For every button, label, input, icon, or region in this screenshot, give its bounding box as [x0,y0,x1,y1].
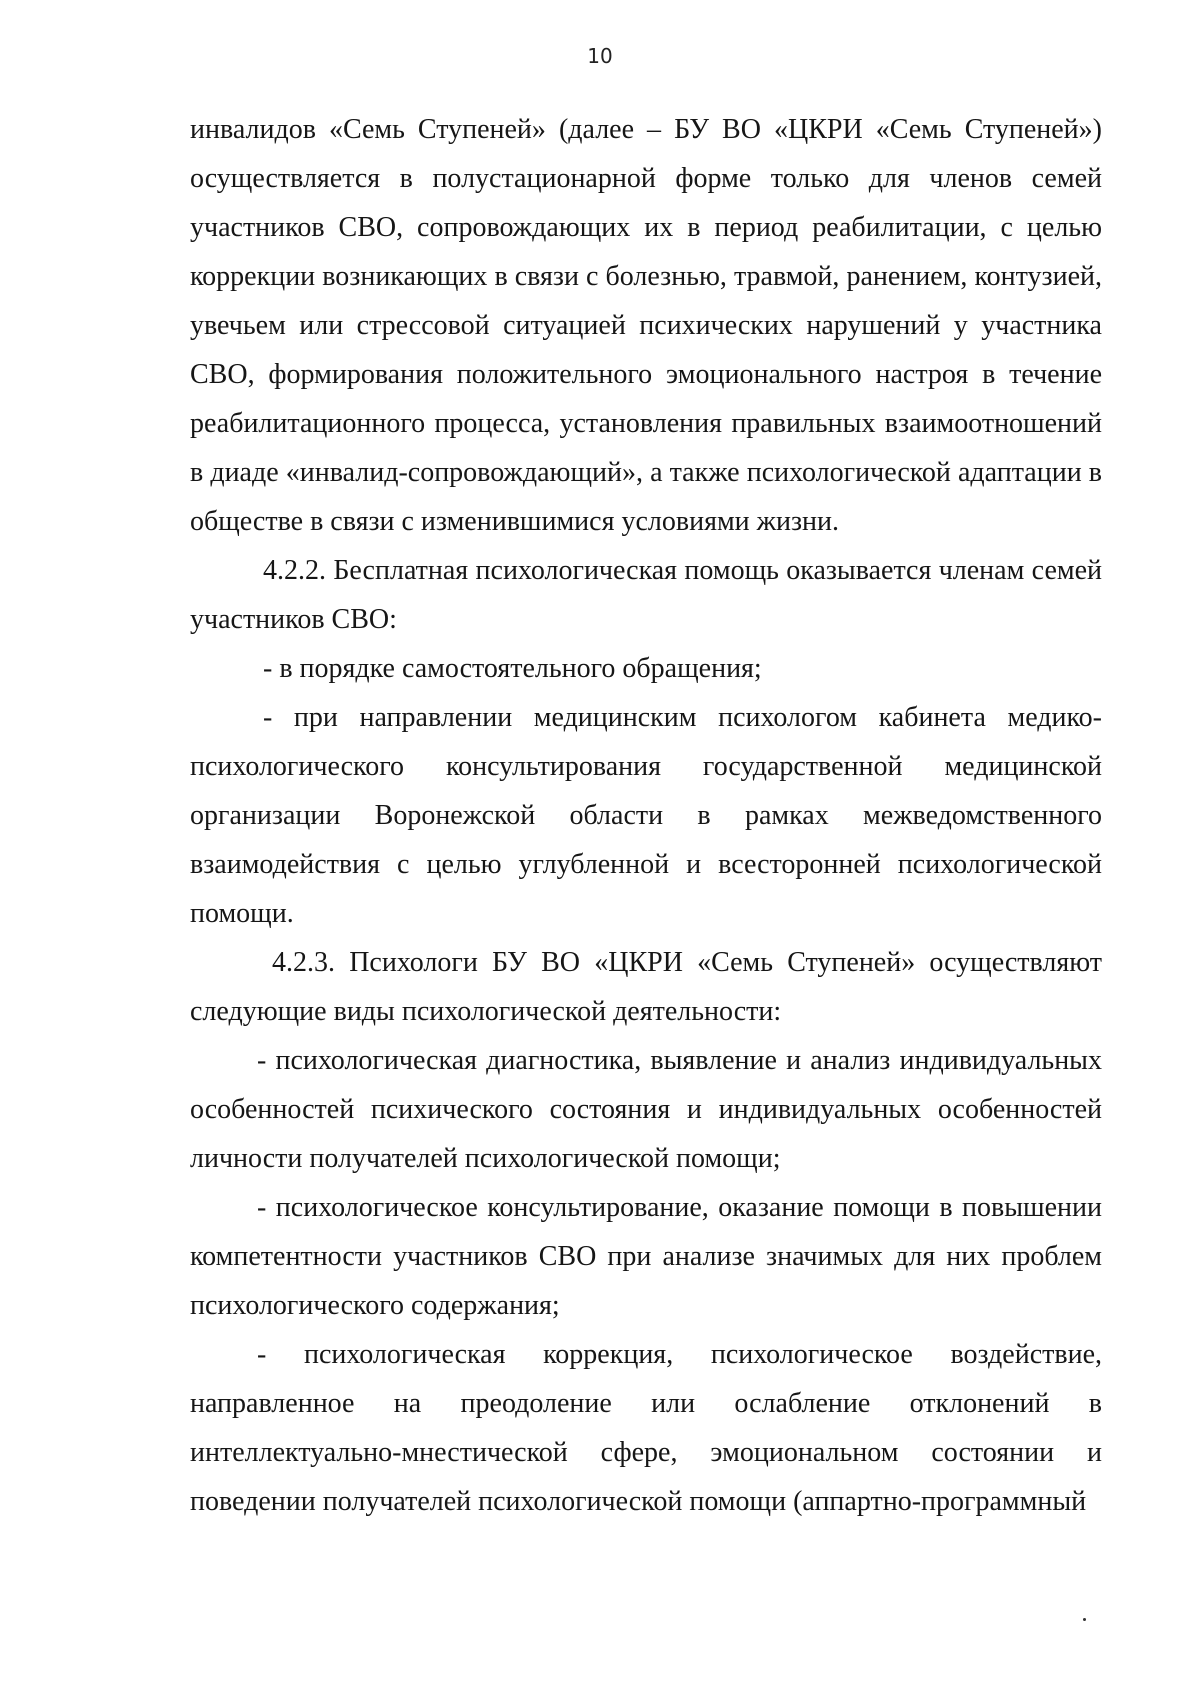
paragraph-continuation: инвалидов «Семь Ступеней» (далее – БУ ВО «ЦКРИ «Семь Ступеней») осуществляется в полустационарной форме только для членов семей участников СВО, сопровождающих их в период реабилитации, с целью коррекции возникающих в связи с болезнью, травмой, ранением, контузией, увечьем или стрессовой ситуацией психических нарушений у участника СВО, формирования положительного эмоционального настроя в течение реабилитационного процесса, установления правильных взаимоотношений в диаде «инвалид-сопровождающий», а также психологической адаптации в обществе в связи с изменившимися условиями жизни. [190,114,1102,537]
document-body [190,105,1102,1526]
scan-speck [1083,1618,1086,1621]
list-item-correction: - психологическая коррекция, психологическое воздействие, направленное на преодоление или ослабление отклонений в интеллектуально-мнестической сфере, эмоциональном состоянии и поведении получателей психологической помощи (аппартно-программный [190,1339,1102,1517]
paragraph-4-2-2: 4.2.2. Бесплатная психологическая помощь оказывается членам семей участников СВО: [190,555,1102,635]
list-item-medical-referral: - при направлении медицинским психологом кабинета медико-психологического консультирования государственной медицинской организации Воронежской области в рамках межведомственного взаимодействия с целью углубленной и всесторонней психологической помощи. [190,702,1102,929]
list-item-diagnostics: - психологическая диагностика, выявление и анализ индивидуальных особенностей психического состояния и индивидуальных особенностей личности получателей психологической помощи; [190,1045,1102,1174]
page-number: 10 [587,44,613,68]
list-item-consulting: - психологическое консультирование, оказание помощи в повышении компетентности участников СВО при анализе значимых для них проблем психологического содержания; [190,1192,1102,1321]
list-item-self-referral: - в порядке самостоятельного обращения; [263,653,762,684]
paragraph-4-2-3: 4.2.3. Психологи БУ ВО «ЦКРИ «Семь Ступеней» осуществляют следующие виды психологической деятельности: [190,947,1102,1027]
